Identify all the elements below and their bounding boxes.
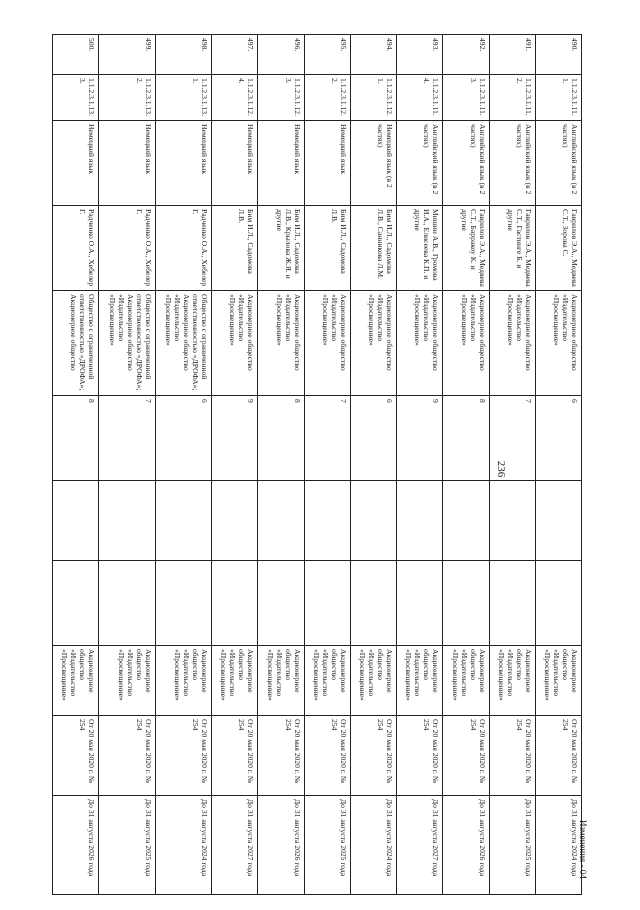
cell-empty2 <box>443 561 489 646</box>
cell-prev-publisher: Акционерное общество «Издательство «Просвещение» <box>443 646 489 716</box>
cell-empty1 <box>53 481 99 561</box>
table-row <box>258 35 304 895</box>
cell-publisher: Акционерное общество «Издательство «Просвещение» <box>258 291 304 396</box>
cell-grade: 8 <box>443 396 489 481</box>
cell-subject: Английский язык (в 2 частях) <box>535 121 581 206</box>
cell-empty1 <box>489 481 535 561</box>
cell-authors: Радченко О.А., Хебелер Г. <box>99 206 155 291</box>
cell-no: 492. <box>443 35 489 75</box>
cell-grade: 7 <box>489 396 535 481</box>
cell-grade: 7 <box>304 396 350 481</box>
cell-code: 1.1.2.3.1.12.1. <box>350 75 396 121</box>
cell-term: До 31 августа 2025 года <box>99 796 155 895</box>
cell-subject: Немецкий язык (в 2 частях) <box>350 121 396 206</box>
cell-term: До 31 августа 2024 года <box>350 796 396 895</box>
cell-grade: 8 <box>53 396 99 481</box>
cell-publisher: Акционерное общество «Издательство «Просвещение» <box>443 291 489 396</box>
cell-empty2 <box>489 561 535 646</box>
cell-subject: Английский язык (в 2 частях) <box>397 121 443 206</box>
cell-prev-publisher: Акционерное общество «Издательство «Просвещение» <box>397 646 443 716</box>
table-row <box>304 35 350 895</box>
cell-grade: 9 <box>212 396 258 481</box>
table-row <box>212 35 258 895</box>
cell-publisher: Акционерное общество «Издательство «Просвещение» <box>350 291 396 396</box>
table-row <box>99 35 155 895</box>
cell-order: От 20 мая 2020 г. № 254 <box>258 716 304 796</box>
cell-publisher: Общество с ограниченной ответственностью «ДРОФА»; Акционерное общество «Издательство «Просвещение» <box>155 291 211 396</box>
cell-term: До 31 августа 2025 года <box>489 796 535 895</box>
table-row <box>443 35 489 895</box>
cell-publisher: Акционерное общество «Издательство «Просвещение» <box>304 291 350 396</box>
cell-code: 1.1.2.3.1.11.2. <box>489 75 535 121</box>
cell-publisher: Общество с ограниченной ответственностью «ДРОФА»; Акционерное общество «Издательство «Просвещение» <box>99 291 155 396</box>
cell-subject: Немецкий язык <box>99 121 155 206</box>
cell-empty1 <box>350 481 396 561</box>
cell-subject: Немецкий язык <box>155 121 211 206</box>
cell-empty1 <box>535 481 581 561</box>
cell-prev-publisher: Акционерное общество «Издательство «Просвещение» <box>489 646 535 716</box>
cell-order: От 20 мая 2020 г. № 254 <box>350 716 396 796</box>
table-body <box>53 35 582 895</box>
page-number: 236 <box>495 460 507 478</box>
cell-grade: 6 <box>155 396 211 481</box>
cell-grade: 6 <box>350 396 396 481</box>
cell-code: 1.1.2.3.1.13.3. <box>53 75 99 121</box>
cell-order: От 20 мая 2020 г. № 254 <box>212 716 258 796</box>
cell-authors: Гаврилов Э.А., Медвева С.Т., Гастинге Б. и другие <box>489 206 535 291</box>
cell-term: До 31 августа 2025 года <box>304 796 350 895</box>
cell-order: От 20 мая 2020 г. № 254 <box>304 716 350 796</box>
table-row <box>489 35 535 895</box>
cell-subject: Английский язык (в 2 частях) <box>489 121 535 206</box>
table-row <box>397 35 443 895</box>
cell-prev-publisher: Акционерное общество «Издательство «Просвещение» <box>304 646 350 716</box>
cell-no: 500. <box>53 35 99 75</box>
cell-prev-publisher: Акционерное общество «Издательство «Просвещение» <box>155 646 211 716</box>
cell-empty2 <box>212 561 258 646</box>
cell-empty1 <box>258 481 304 561</box>
cell-no: 490. <box>535 35 581 75</box>
cell-order: От 20 мая 2020 г. № 254 <box>535 716 581 796</box>
cell-empty2 <box>304 561 350 646</box>
rotated-table-container <box>52 34 582 894</box>
table-row <box>350 35 396 895</box>
cell-prev-publisher: Акционерное общество «Издательство «Просвещение» <box>99 646 155 716</box>
cell-order: От 20 мая 2020 г. № 254 <box>53 716 99 796</box>
cell-code: 1.1.2.3.1.13.1. <box>155 75 211 121</box>
cell-term: До 31 августа 2024 года <box>535 796 581 895</box>
cell-empty1 <box>397 481 443 561</box>
cell-authors: Бим И.Л., Садомова Л.В., Крылова Ж.Я. и другие <box>258 206 304 291</box>
cell-empty2 <box>258 561 304 646</box>
cell-no: 499. <box>99 35 155 75</box>
textbook-table <box>52 34 582 895</box>
cell-code: 1.1.2.3.1.12.2. <box>304 75 350 121</box>
cell-no: 491. <box>489 35 535 75</box>
cell-authors: Мишин А.В., Громова И.А., Елисеева К.П. и другие <box>397 206 443 291</box>
cell-code: 1.1.2.3.1.11.4. <box>397 75 443 121</box>
cell-empty1 <box>443 481 489 561</box>
table-row <box>535 35 581 895</box>
cell-empty2 <box>53 561 99 646</box>
cell-order: От 20 мая 2020 г. № 254 <box>443 716 489 796</box>
cell-term: До 31 августа 2026 года <box>258 796 304 895</box>
cell-code: 1.1.2.3.1.11.3. <box>443 75 489 121</box>
cell-publisher: Акционерное общество «Издательство «Просвещение» <box>212 291 258 396</box>
cell-authors: Радченко О.А., Хебелер Г. <box>155 206 211 291</box>
cell-order: От 20 мая 2020 г. № 254 <box>99 716 155 796</box>
cell-term: До 31 августа 2027 года <box>397 796 443 895</box>
cell-no: 493. <box>397 35 443 75</box>
cell-grade: 8 <box>258 396 304 481</box>
cell-subject: Немецкий язык <box>258 121 304 206</box>
cell-code: 1.1.2.3.1.12.3. <box>258 75 304 121</box>
footer-note: Изменения - 04 <box>578 820 588 879</box>
cell-authors: Радченко О.А., Хебелер Г. <box>53 206 99 291</box>
cell-order: От 20 мая 2020 г. № 254 <box>489 716 535 796</box>
cell-grade: 6 <box>535 396 581 481</box>
table-row <box>155 35 211 895</box>
cell-prev-publisher: Акционерное общество «Издательство «Просвещение» <box>53 646 99 716</box>
cell-empty2 <box>535 561 581 646</box>
cell-authors: Бим И.Л., Садомова Л.В. <box>304 206 350 291</box>
cell-no: 494. <box>350 35 396 75</box>
cell-term: До 31 августа 2026 года <box>443 796 489 895</box>
cell-code: 1.1.2.3.1.13.2. <box>99 75 155 121</box>
cell-empty2 <box>397 561 443 646</box>
cell-no: 498. <box>155 35 211 75</box>
cell-authors: Бим И.Л., Садомова Л.В., Санникова Л.М. <box>350 206 396 291</box>
cell-empty1 <box>99 481 155 561</box>
cell-empty2 <box>350 561 396 646</box>
cell-code: 1.1.2.3.1.12.4. <box>212 75 258 121</box>
cell-term: До 31 августа 2026 года <box>53 796 99 895</box>
cell-empty1 <box>304 481 350 561</box>
cell-prev-publisher: Акционерное общество «Издательство «Просвещение» <box>535 646 581 716</box>
cell-empty1 <box>212 481 258 561</box>
cell-empty2 <box>99 561 155 646</box>
cell-subject: Немецкий язык <box>53 121 99 206</box>
cell-publisher: Акционерное общество «Издательство «Просвещение» <box>535 291 581 396</box>
cell-order: От 20 мая 2020 г. № 254 <box>155 716 211 796</box>
cell-grade: 7 <box>99 396 155 481</box>
cell-authors: Гаврилов Э.А., Медвева С.Т., Барракоу К. и другие <box>443 206 489 291</box>
cell-authors: Бим И.Л., Садомова Л.В. <box>212 206 258 291</box>
cell-term: До 31 августа 2024 года <box>155 796 211 895</box>
cell-subject: Английский язык (в 2 частях) <box>443 121 489 206</box>
cell-code: 1.1.2.3.1.11.1. <box>535 75 581 121</box>
cell-subject: Немецкий язык <box>212 121 258 206</box>
cell-authors: Гаврилов Э.А., Медвева С.Т., Зорова С. <box>535 206 581 291</box>
cell-subject: Немецкий язык <box>304 121 350 206</box>
cell-term: До 31 августа 2027 года <box>212 796 258 895</box>
cell-prev-publisher: Акционерное общество «Издательство «Просвещение» <box>212 646 258 716</box>
cell-publisher: Общество с ограниченной ответственностью «ДРОФА»; Акционерное общество <box>53 291 99 396</box>
cell-order: От 20 мая 2020 г. № 254 <box>397 716 443 796</box>
cell-no: 496. <box>258 35 304 75</box>
cell-empty2 <box>155 561 211 646</box>
cell-no: 495. <box>304 35 350 75</box>
cell-prev-publisher: Акционерное общество «Издательство «Просвещение» <box>258 646 304 716</box>
table-row <box>53 35 99 895</box>
cell-no: 497. <box>212 35 258 75</box>
cell-grade: 9 <box>397 396 443 481</box>
cell-publisher: Акционерное общество «Издательство «Просвещение» <box>397 291 443 396</box>
cell-prev-publisher: Акционерное общество «Издательство «Просвещение» <box>350 646 396 716</box>
cell-publisher: Акционерное общество «Издательство «Просвещение» <box>489 291 535 396</box>
cell-empty1 <box>155 481 211 561</box>
